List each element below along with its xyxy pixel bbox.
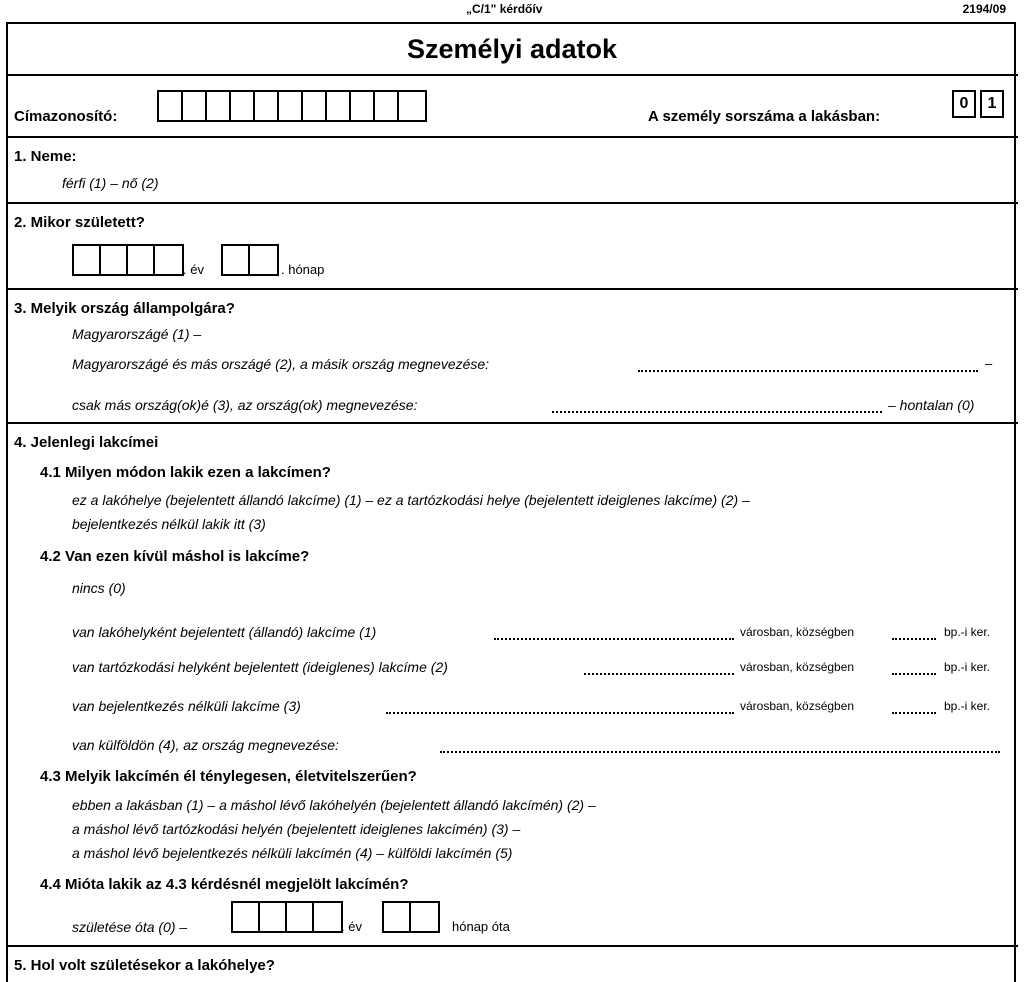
district-label: bp.-i ker. [944,699,991,713]
q3-option-3: csak más ország(ok)é (3), az ország(ok) megnevezése: [72,397,418,413]
person-digit: 1 [980,90,1004,118]
birth-month-field[interactable] [221,244,279,276]
since-month-field[interactable] [382,901,440,933]
city-label: városban, községben [740,625,855,639]
q42-option-4: van külföldön (4), az ország megnevezése: [72,737,339,753]
q44-since-birth: születése óta (0) – [72,919,188,935]
form-code: 2194/09 [962,2,1006,16]
q41-title: 4.1 Milyen módon lakik ezen a lakcímen? [40,464,331,481]
divider [6,202,1018,204]
divider [6,136,1018,138]
divider [6,422,1018,424]
district-label: bp.-i ker. [944,660,991,674]
divider [6,74,1018,76]
other-country-line[interactable] [638,370,978,372]
q1-options: férfi (1) – nő (2) [62,175,159,191]
permanent-address-line[interactable] [494,638,734,640]
q3-option-2: Magyarországé és más országé (2), a másik ország megnevezése: [72,356,490,372]
year-label: . év [341,919,362,934]
city-label: városban, községben [740,699,855,713]
q43-line-2: a máshol lévő tartózkodási helyén (bejelentett ideiglenes lakcímén) (3) – [72,821,521,837]
district-line[interactable] [892,638,936,640]
q42-none: nincs (0) [72,580,126,596]
q41-line-2: bejelentkezés nélkül lakik itt (3) [72,516,266,532]
q3-title: 3. Melyik ország állampolgára? [14,300,235,317]
q41-line-1: ez a lakóhelye (bejelentett állandó lakcíme) (1) – ez a tartózkodási helye (bejelentett ideiglenes lakcíme) (2) – [72,492,750,508]
page-title: Személyi adatok [406,34,618,64]
q42-title: 4.2 Van ezen kívül máshol is lakcíme? [40,548,310,565]
q43-line-3: a máshol lévő bejelentkezés nélküli lakcímén (4) – külföldi lakcímén (5) [72,845,513,861]
q44-title: 4.4 Mióta lakik az 4.3 kérdésnél megjelölt lakcímén? [40,876,409,893]
foreign-country-line[interactable] [440,751,1000,753]
since-year-field[interactable] [231,901,343,933]
city-label: városban, községben [740,660,855,674]
countries-line[interactable] [552,411,882,413]
form-name: „C/1" kérdőív [466,2,543,16]
district-line[interactable] [892,712,936,714]
q42-option-1: van lakóhelyként bejelentett (állandó) lakcíme (1) [72,624,377,640]
year-label: . év [183,262,204,277]
q43-title: 4.3 Melyik lakcímén él ténylegesen, életvitelszerűen? [40,768,417,785]
district-line[interactable] [892,673,936,675]
q3-option-2-end: – [985,356,993,371]
divider [6,288,1018,290]
person-number-label: A személy sorszáma a lakásban: [648,108,881,125]
unregistered-address-line[interactable] [386,712,734,714]
district-label: bp.-i ker. [944,625,991,639]
address-id-label: Címazonosító: [14,108,118,125]
person-digit: 0 [952,90,976,118]
q42-option-2: van tartózkodási helyként bejelentett (ideiglenes) lakcíme (2) [72,659,448,675]
month-since-label: hónap óta [452,919,510,934]
q3-option-3-end: – hontalan (0) [888,397,975,413]
q42-option-3: van bejelentkezés nélküli lakcíme (3) [72,698,301,714]
q43-line-1: ebben a lakásban (1) – a máshol lévő lakóhelyén (bejelentett állandó lakcímén) (2) – [72,797,596,813]
q1-title: 1. Neme: [14,148,77,165]
q4-title: 4. Jelenlegi lakcímei [14,434,159,451]
divider [6,945,1018,947]
address-id-field[interactable] [157,90,427,122]
top-header [0,0,1024,22]
month-label: . hónap [281,262,325,277]
birth-year-field[interactable] [72,244,184,276]
q3-option-1: Magyarországé (1) – [72,326,202,342]
q5-title: 5. Hol volt születésekor a lakóhelye? [14,957,275,974]
q2-title: 2. Mikor született? [14,214,145,231]
temporary-address-line[interactable] [584,673,734,675]
person-number-field[interactable] [952,90,1008,118]
